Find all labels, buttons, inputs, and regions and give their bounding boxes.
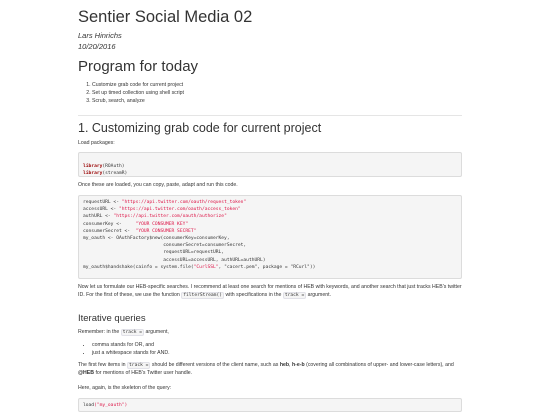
remember-text [78, 329, 169, 337]
list-item: • comma stands for OR, and [92, 342, 170, 350]
paragraph-text: argument, [145, 329, 169, 335]
paragraph-text: Remember: in the [78, 329, 120, 335]
divider [78, 115, 462, 116]
code-text: , "cacert.pem", package = "RCurl")) [218, 264, 316, 270]
document-date: 10/20/2016 [78, 42, 116, 51]
program-list [78, 81, 184, 106]
code-text: (ROAuth) [102, 164, 125, 170]
code-block-oauth[interactable] [78, 195, 462, 279]
code-text: (streamR) [102, 171, 128, 177]
code-keyword: library [83, 171, 103, 177]
code-string: "YOUR CONSUMER SECRET" [135, 228, 197, 234]
list-item: 2. Set up timed collection using shell script [92, 89, 184, 97]
paragraph-text: The first few items in [78, 362, 126, 368]
code-text: requestURL=requestURL, [83, 250, 225, 256]
code-text: consumerKey <- [83, 221, 136, 227]
bold-term: heb [279, 362, 290, 368]
code-text: accessURL <- [83, 207, 119, 213]
code-block-skeleton[interactable] [78, 398, 462, 412]
code-string: ("my_oauth") [94, 403, 128, 408]
code-keyword: library [83, 164, 103, 170]
iterative-heading: Iterative queries [78, 313, 146, 324]
code-text: accessURL=accessURL, authURL=authURL) [83, 257, 266, 263]
paragraph-text: for mentions of HEB's Twitter user handle. [95, 369, 193, 376]
code-text: requestURL <- [83, 200, 122, 205]
code-text: my_oauth$handshake(cainfo = system.file( [83, 264, 194, 270]
paragraph-text: with specifications in the [225, 291, 282, 298]
paragraph-text: Now let us formulate our HEB-specific searches. I recommend at least one search for mentions of HEB with keywords, and another search that just tracks HEB's twitter ID. For the first of these, we use the function [78, 284, 462, 298]
code-text: consumerSecret=consumerSecret, [83, 243, 247, 249]
inline-code: track = [284, 292, 305, 298]
skeleton-text: Here, again, is the skeleton of the query: [78, 385, 172, 391]
bold-term: @HEB [78, 369, 95, 376]
code-string: "https://api.twitter.com/oauth/authorize" [113, 214, 227, 220]
program-heading: Program for today [78, 58, 199, 75]
first-items-paragraph [78, 362, 462, 377]
code-text: consumerSecret <- [83, 228, 136, 234]
list-item: • just a whitespace stands for AND. [92, 350, 170, 358]
inline-code: track = [122, 330, 143, 335]
code-text: authURL <- [83, 214, 114, 220]
paragraph-text: should be different versions of the client name, such as [151, 362, 279, 368]
load-packages-text: Load packages: [78, 140, 115, 146]
after-load-text: Once these are loaded, you can copy, paste, adapt and run this code. [78, 182, 238, 188]
document-author: Lars Hinrichs [78, 31, 122, 40]
code-keyword: load [83, 403, 95, 408]
code-string: "CurlSSL" [193, 264, 219, 270]
code-text: my_oauth <- OAuthFactory$new(consumerKey=consumerKey, [83, 236, 230, 242]
list-item: 3. Scrub, search, analyze [92, 97, 184, 105]
paragraph-text: argument. [307, 291, 332, 298]
bold-term: h-e-b [291, 362, 305, 368]
list-item: 1. Customize grab code for current project [92, 81, 184, 89]
paragraph-text: , [289, 362, 291, 368]
bullet-list [78, 342, 170, 357]
code-string: "https://api.twitter.com/oauth/access_token" [118, 207, 241, 213]
inline-code: track = [129, 363, 149, 368]
inline-code: filterStream() [183, 292, 222, 298]
section-heading: 1. Customizing grab code for current project [78, 121, 322, 135]
document-title: Sentier Social Media 02 [78, 8, 253, 26]
search-paragraph [78, 284, 462, 299]
code-string: "https://api.twitter.com/oauth/request_token" [121, 200, 247, 205]
code-string: "YOUR CONSUMER KEY" [135, 221, 189, 227]
paragraph-text: (covering all combinations of upper- and lower-case letters), and [306, 362, 454, 368]
code-block-packages[interactable] [78, 152, 462, 177]
